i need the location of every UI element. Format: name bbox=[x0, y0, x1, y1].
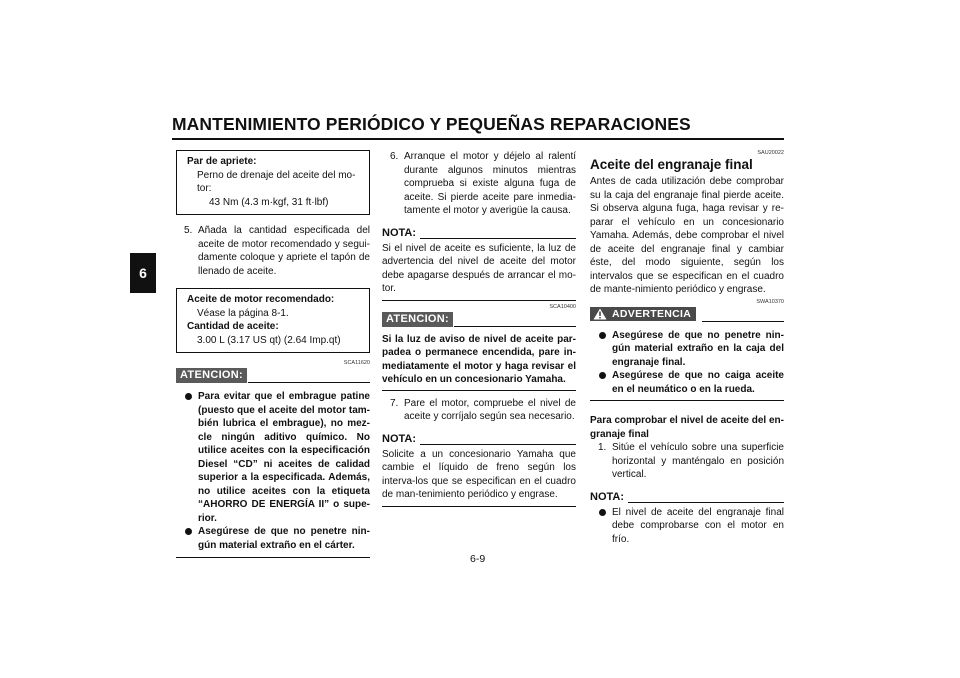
torque-spec-box bbox=[176, 150, 370, 215]
caution-end-rule bbox=[176, 557, 370, 558]
torque-value: 43 Nm (4.3 m·kgf, 31 ft·lbf) bbox=[209, 196, 329, 208]
oil-type-label: Aceite de motor recomendado: bbox=[187, 294, 335, 305]
step-6-text: Arranque el motor y déjelo al ralentí durante algunos minutos mientras comprueba si existe alguna fuga de aceite. Si pierde aceite pare inmedia-tamente el motor y averigüe la causa. bbox=[404, 151, 576, 216]
caution-title-line bbox=[454, 326, 576, 327]
bullet-dot bbox=[599, 372, 606, 379]
caution-title-line bbox=[248, 382, 370, 383]
caution-bullet-2-text: Asegúrese de que no penetre nin-gún material extraño en el cárter. bbox=[198, 526, 370, 551]
warning-badge bbox=[590, 307, 696, 321]
step-5-number: 5. bbox=[184, 225, 193, 236]
warning-title: ADVERTENCIA bbox=[612, 307, 692, 320]
nota-title: NOTA: bbox=[590, 490, 625, 503]
nota-1-title: NOTA: bbox=[382, 226, 417, 239]
warning-bullet-1 bbox=[590, 329, 784, 370]
caution-badge: ATENCION: bbox=[176, 368, 247, 383]
caution-badge: ATENCION: bbox=[382, 312, 453, 327]
oil-quantity-label: Cantidad de aceite: bbox=[187, 321, 279, 332]
warning-end-rule bbox=[590, 400, 784, 401]
page-number: 6-9 bbox=[470, 553, 486, 565]
nota-2-title-line bbox=[420, 444, 576, 445]
step-7-text: Pare el motor, compruebe el nivel de aceite y corríjalo según sea necesario. bbox=[404, 397, 576, 422]
column-1 bbox=[176, 150, 370, 558]
nota-2-title: NOTA: bbox=[382, 432, 417, 445]
step-1-text: Sitúe el vehículo sobre una superficie horizontal y manténgalo en posición vertical. bbox=[612, 442, 784, 480]
caution-bullet-1 bbox=[176, 390, 370, 525]
column-2 bbox=[382, 150, 576, 507]
page-header: MANTENIMIENTO PERIÓDICO Y PEQUEÑAS REPARACIONES bbox=[172, 114, 691, 134]
warning-bullet-2-text: Asegúrese de que no caiga aceite en el neumático o en la rueda. bbox=[612, 370, 784, 395]
caution-title-row bbox=[176, 368, 370, 384]
step-7-number: 7. bbox=[390, 397, 399, 409]
caution-text: Si la luz de aviso de nivel de aceite par-padea o permanece encendida, pare in-mediatamente el motor y haga revisar el vehículo en un concesionario Yamaha. bbox=[382, 333, 576, 385]
warning-bullet-1-text: Asegúrese de que no penetre nin-gún material extraño en la caja del engranaje final. bbox=[612, 329, 784, 368]
nota-title-row bbox=[590, 491, 784, 505]
caution-bullet-2 bbox=[176, 525, 370, 552]
section-heading: Aceite del engranaje final bbox=[590, 157, 753, 172]
nota-1-text: Si el nivel de aceite es suficiente, la luz de advertencia del nivel de aceite del motor debe apagarse después de arrancar el mo-tor. bbox=[382, 242, 576, 294]
chapter-tab: 6 bbox=[130, 253, 156, 293]
nota-1-title-row bbox=[382, 227, 576, 241]
bullet-dot bbox=[599, 509, 606, 516]
torque-label: Par de apriete: bbox=[187, 156, 257, 167]
bullet-dot bbox=[185, 528, 192, 535]
nota-bullet-1 bbox=[590, 506, 784, 547]
bullet-dot bbox=[185, 393, 192, 400]
step-1 bbox=[590, 441, 784, 482]
oil-spec-box bbox=[176, 288, 370, 353]
warning-triangle-icon bbox=[593, 308, 607, 320]
nota-1-end-rule bbox=[382, 300, 576, 301]
column-3 bbox=[590, 150, 784, 546]
step-6 bbox=[382, 150, 576, 218]
warning-code: SWA10370 bbox=[756, 298, 784, 305]
subheading: Para comprobar el nivel de aceite del en-granaje final bbox=[590, 415, 784, 440]
warning-title-row bbox=[590, 307, 784, 323]
caution-end-rule bbox=[382, 390, 576, 391]
nota-1-title-line bbox=[420, 238, 576, 239]
nota-bullet-1-text: El nivel de aceite del engranaje final debe comprobarse con el motor en frío. bbox=[612, 506, 784, 545]
section-code: SAU20022 bbox=[757, 150, 784, 156]
oil-quantity-value: 3.00 L (3.17 US qt) (2.64 Imp.qt) bbox=[197, 334, 341, 346]
step-5-text: Añada la cantidad especificada del aceite de motor recomendado y segui-damente coloque y apriete el tapón de llenado de aceite. bbox=[198, 225, 370, 277]
nota-2-end-rule bbox=[382, 506, 576, 507]
caution-code: SCA11620 bbox=[343, 360, 370, 366]
section-intro: Antes de cada utilización debe comprobar su la caja del engranaje final pierde aceite. Si observa alguna fuga, haga revisar y re-parar el vehículo en un concesionario Yamaha. Además, debe comprobar el nivel de aceite del engranaje final y cambiar éste, del modo siguiente, según los intervalos que se especifican en el cuadro de mante-nimiento periódico y engrase. bbox=[590, 176, 784, 295]
nota-2-text: Solicite a un concesionario Yamaha que cambie el líquido de freno según los interva-los que se especifican en el cuadro de man-tenimiento periódico y engrase. bbox=[382, 448, 576, 500]
header-rule bbox=[172, 138, 784, 140]
step-1-number: 1. bbox=[598, 442, 607, 453]
nota-title-line bbox=[628, 502, 784, 503]
step-7 bbox=[382, 397, 576, 424]
oil-type-value: Véase la página 8-1. bbox=[197, 307, 289, 319]
caution-code: SCA10400 bbox=[549, 303, 576, 310]
warning-bullet-2 bbox=[590, 369, 784, 396]
step-5 bbox=[176, 224, 370, 278]
bullet-dot bbox=[599, 332, 606, 339]
caution-bullet-1-text: Para evitar que el embrague patine (puesto que el aceite del motor tam-bién lubrica el embrague), no mez-cle ningún aditivo químico. No utilice aceites con la especificación Diesel “CD” ni aceites de calidad superior a la especificada. Además, no utilice aceites con la etiqueta “AHORRO DE ENERGÍA II” o supe-rior. bbox=[198, 391, 370, 524]
torque-line-2: tor: bbox=[197, 183, 212, 194]
step-6-number: 6. bbox=[390, 151, 399, 162]
torque-line-1: Perno de drenaje del aceite del mo- bbox=[197, 169, 356, 181]
caution-title-row bbox=[382, 312, 576, 328]
nota-2-title-row bbox=[382, 433, 576, 447]
warning-title-line bbox=[702, 321, 784, 322]
